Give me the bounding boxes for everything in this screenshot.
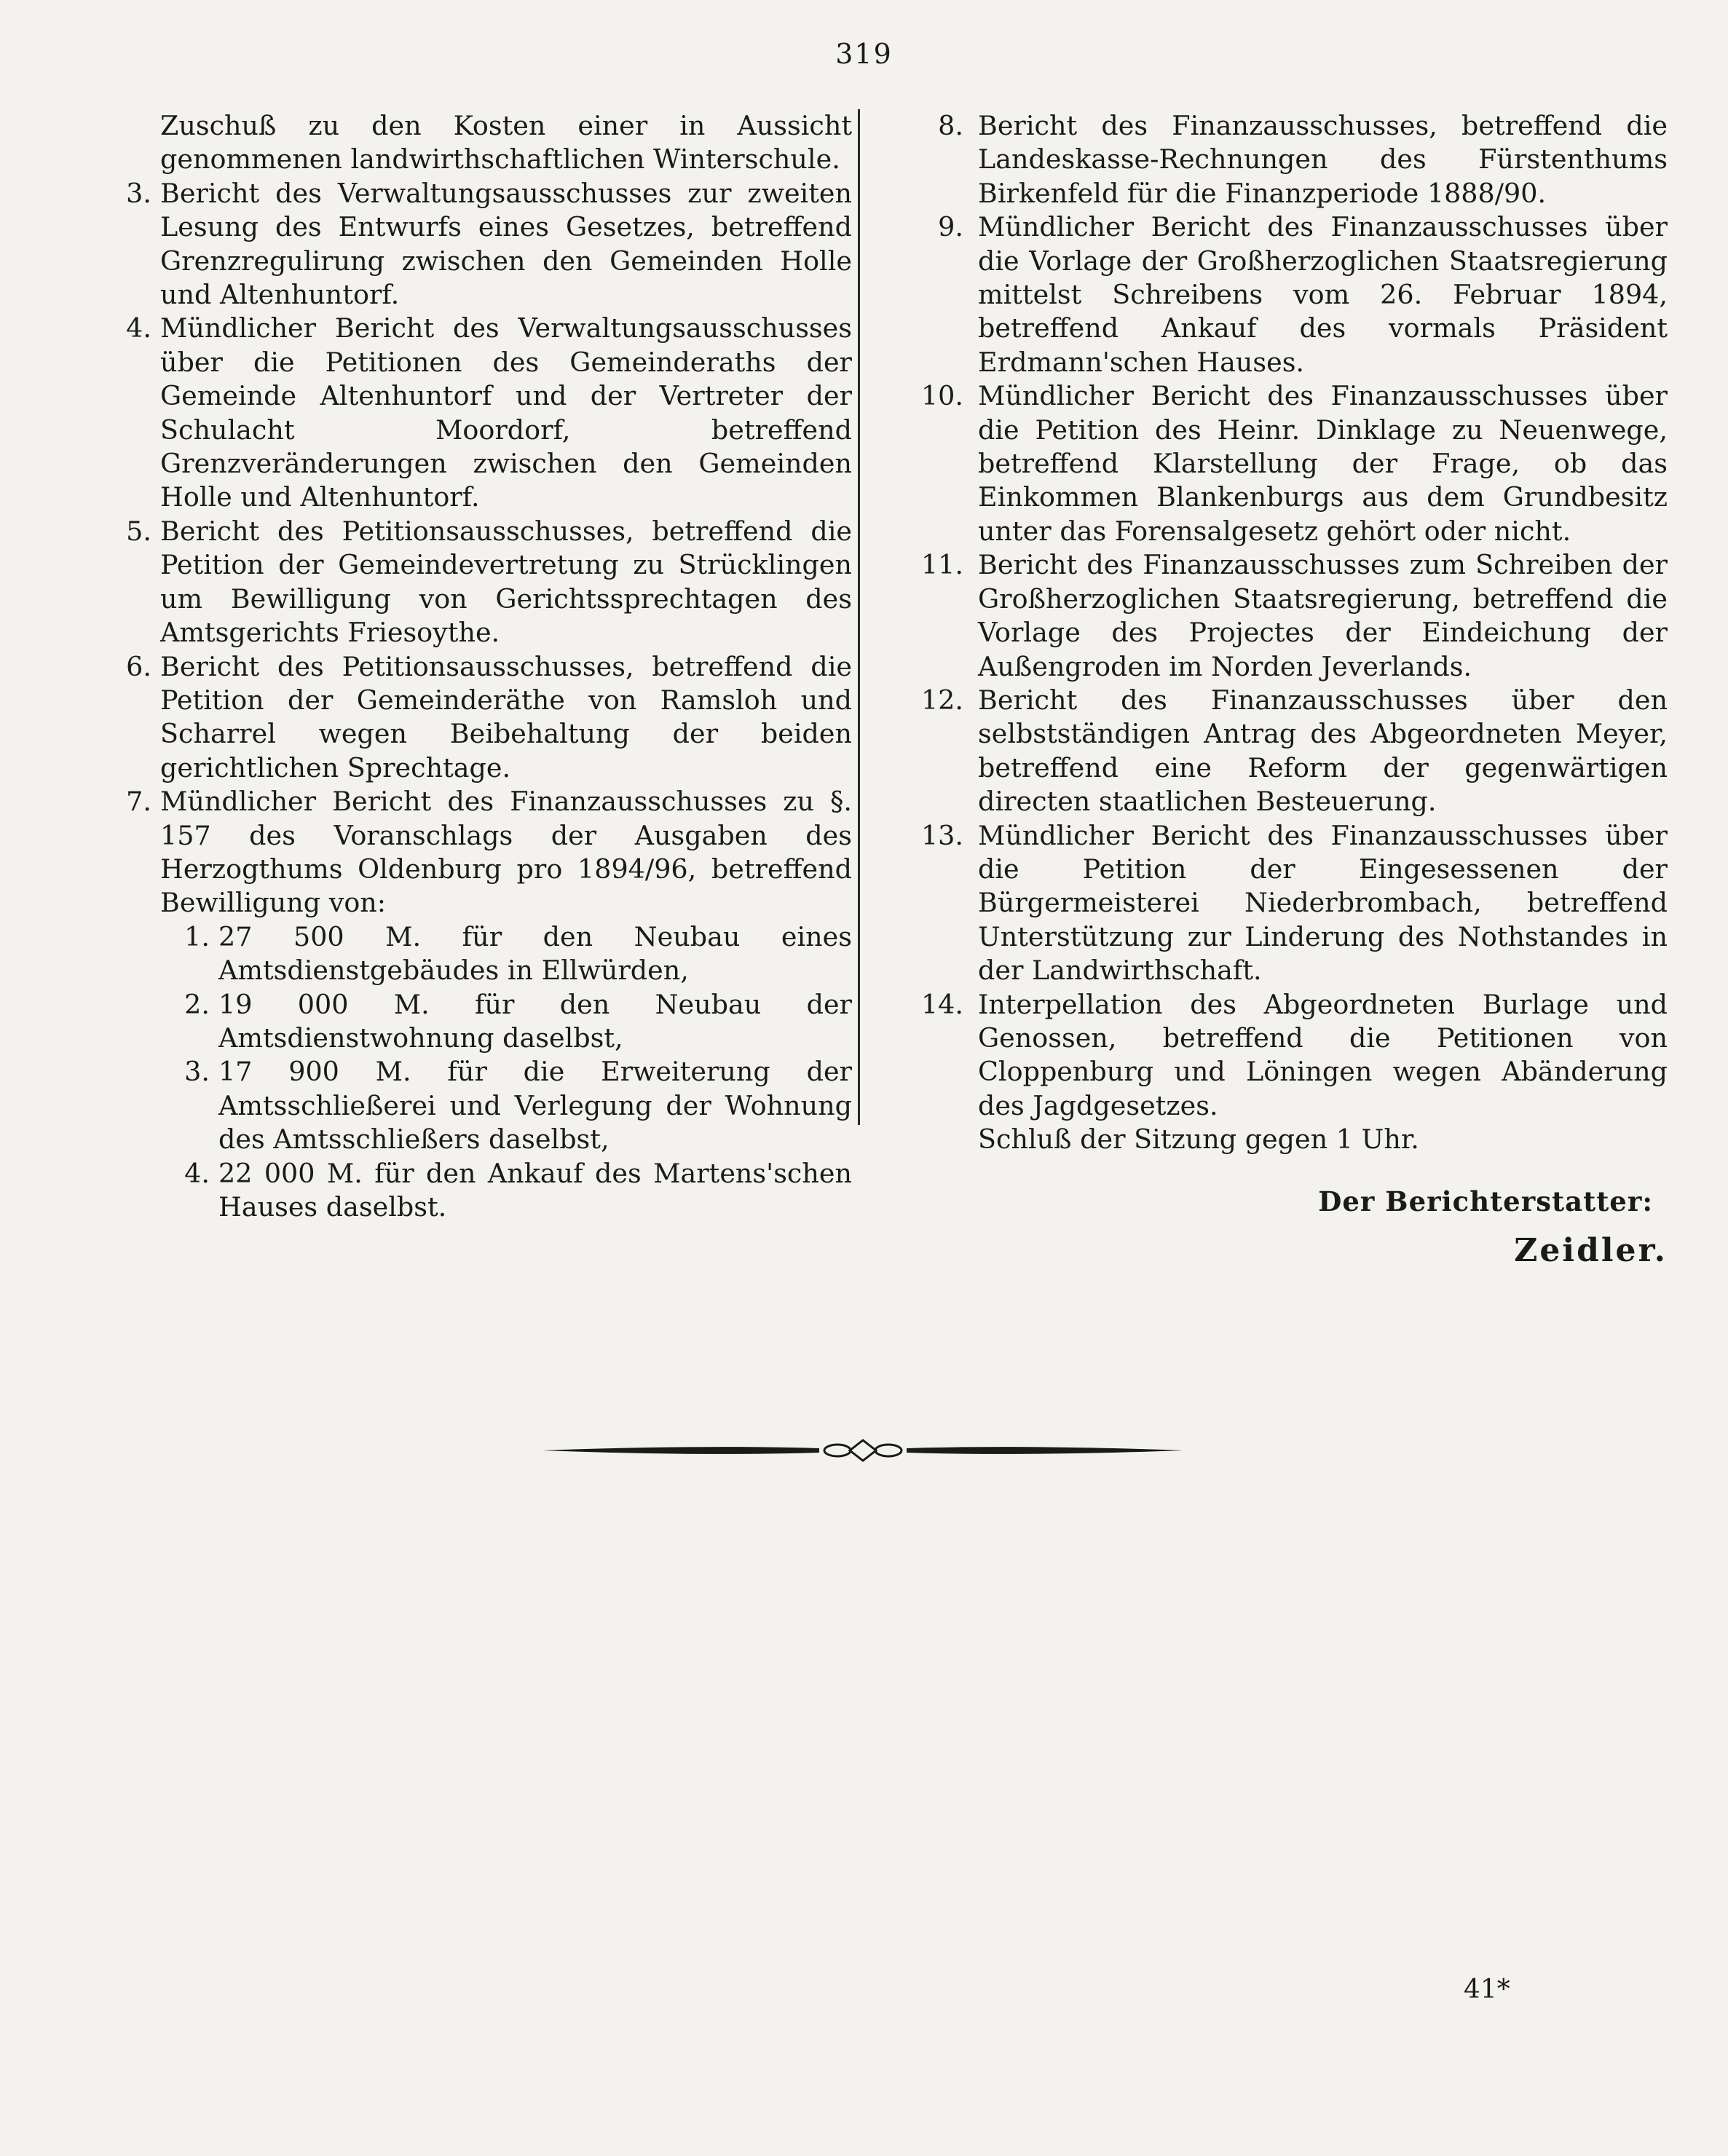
item-number: 11. xyxy=(920,549,963,581)
sub-item-2 xyxy=(109,988,852,1056)
sub-item-number: 4. xyxy=(184,1157,210,1189)
signature-mark: 41* xyxy=(1464,1975,1510,2005)
item-number: 8. xyxy=(938,110,963,141)
item-number: 3. xyxy=(126,177,151,209)
item-number: 10. xyxy=(920,380,963,412)
item-number: 6. xyxy=(126,650,151,682)
item-text: Bericht des Verwaltungsausschusses zur zweiten Lesung des Entwurfs eines Gesetzes, betreffend Grenzregulirung zwischen den Gemeinden Holle und Altenhuntorf. xyxy=(160,177,852,311)
sub-item-text: 17 900 M. für die Erweiterung der Amtsschließerei und Verlegung der Wohnung des Amtsschließers daselbst, xyxy=(218,1056,852,1156)
sub-item-text: 19 000 M. für den Neubau der Amtsdienstwohnung daselbst, xyxy=(218,988,852,1054)
item-number: 7. xyxy=(126,786,151,818)
item-number: 13. xyxy=(920,819,963,851)
item-number: 5. xyxy=(126,515,151,547)
item-text: Bericht des Finanzausschusses über den selbstständigen Antrag des Abgeordneten Meyer, betreffend eine Reform der gegenwärtigen directen staatlichen Besteuerung. xyxy=(978,684,1668,818)
agenda-item-3 xyxy=(109,177,852,312)
item-text: Bericht des Finanzausschusses zum Schreiben der Großherzoglichen Staatsregierung, betreffend die Vorlage des Projectes der Eindeichung der Außengroden im Norden Jeverlands. xyxy=(978,549,1668,682)
item-text: Mündlicher Bericht des Finanzausschusses über die Petition der Eingesessenen der Bürgermeisterei Niederbrombach, betreffend Unterstützung zur Linderung des Nothstandes in der Landwirthschaft. xyxy=(978,819,1668,987)
reporter-label: Der Berichterstatter: xyxy=(1318,1185,1653,1217)
item-text: Bericht des Petitionsausschusses, betreffend die Petition der Gemeinderäthe von Ramsloh und Scharrel wegen Beibehaltung der beiden gerichtlichen Sprechtage. xyxy=(160,650,852,783)
item-text: Mündlicher Bericht des Finanzausschusses über die Petition des Heinr. Dinklage zu Neuenwege, betreffend Klarstellung der Frage, ob das Einkommen Blankenburgs aus dem Grundbesitz unter das Forensalgesetz gehört oder nicht. xyxy=(978,380,1668,547)
item-text: Mündlicher Bericht des Verwaltungsausschusses über die Petitionen des Gemeinderaths der Gemeinde Altenhuntorf und der Vertreter der Schulacht Moordorf, betreffend Grenzveränderungen zwischen den Gemeinden Holle und Altenhuntorf. xyxy=(160,312,852,513)
agenda-item-4 xyxy=(109,312,852,514)
sub-item-number: 2. xyxy=(184,988,210,1020)
item-number: 4. xyxy=(126,312,151,344)
sub-item-number: 1. xyxy=(184,920,210,952)
left-column xyxy=(109,109,852,1224)
item-text: Mündlicher Bericht des Finanzausschusses über die Vorlage der Großherzoglichen Staatsregierung mittelst Schreibens vom 26. Februar 1894, betreffend Ankauf des vormals Präsident Erdmann'schen Hauses. xyxy=(978,211,1668,378)
sub-item-number: 3. xyxy=(184,1056,210,1088)
sub-item-4 xyxy=(109,1157,852,1225)
sub-item-text: 27 500 M. für den Neubau eines Amtsdienstgebäudes in Ellwürden, xyxy=(218,920,852,987)
sub-item-3 xyxy=(109,1055,852,1156)
page-number: 319 xyxy=(835,38,893,70)
column-divider xyxy=(858,109,860,1125)
item-text: Bericht des Finanzausschusses, betreffend die Landeskasse-Rechnungen des Fürstenthums Birkenfeld für die Finanzperiode 1888/90. xyxy=(978,110,1668,209)
agenda-item-8 xyxy=(914,109,1668,210)
agenda-item-11 xyxy=(914,548,1668,684)
item-continuation: Zuschuß zu den Kosten einer in Aussicht genommenen landwirthschaftlichen Winterschule. xyxy=(160,110,852,175)
sub-item-1 xyxy=(109,920,852,988)
agenda-item-6 xyxy=(109,650,852,786)
sub-item-text: 22 000 M. für den Ankauf des Martens'schen Hauses daselbst. xyxy=(218,1157,852,1223)
item-number: 12. xyxy=(920,684,963,716)
item-text: Mündlicher Bericht des Finanzausschusses zu §. 157 des Voranschlags der Ausgaben des Herzogthums Oldenburg pro 1894/96, betreffend Bewilligung von: xyxy=(160,786,852,919)
agenda-item-9 xyxy=(914,210,1668,379)
agenda-item-14 xyxy=(914,988,1668,1124)
agenda-item-13 xyxy=(914,819,1668,988)
agenda-item-10 xyxy=(914,379,1668,548)
item-text: Interpellation des Abgeordneten Burlage und Genossen, betreffend die Petitionen von Cloppenburg und Löningen wegen Abänderung des Jagdgesetzes. xyxy=(978,988,1668,1121)
right-column xyxy=(914,109,1668,1268)
agenda-item-7 xyxy=(109,785,852,920)
item-number: 9. xyxy=(938,211,963,243)
closing-line: Schluß der Sitzung gegen 1 Uhr. xyxy=(978,1124,1419,1156)
item-text: Bericht des Petitionsausschusses, betreffend die Petition der Gemeindevertretung zu Strücklingen um Bewilligung von Gerichtssprechtagen des Amtsgerichts Friesoythe. xyxy=(160,515,852,649)
agenda-item-12 xyxy=(914,684,1668,819)
reporter-name: Zeidler. xyxy=(1514,1232,1668,1269)
agenda-item-5 xyxy=(109,515,852,650)
item-number: 14. xyxy=(920,988,963,1020)
ornament-divider xyxy=(543,1436,1183,1465)
